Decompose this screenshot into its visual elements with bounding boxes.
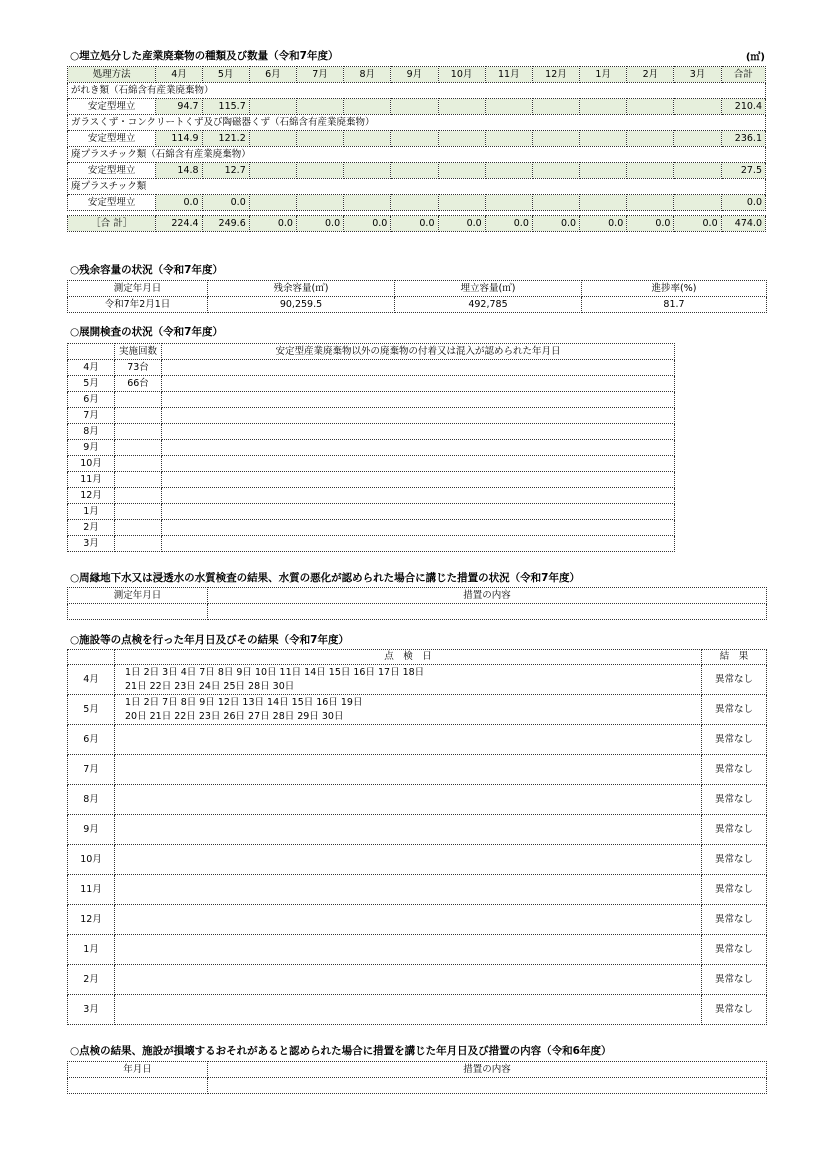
value-cell [344,99,391,115]
header-cell: 5月 [202,67,249,83]
method-cell: 安定型埋立 [68,163,156,179]
unit-label: (㎥) [745,52,765,63]
month-cell: 10月 [68,845,115,875]
header-cell: 残余容量(㎥) [208,281,395,297]
value-cell [438,195,485,211]
result-cell: 異常なし [702,875,767,905]
count-cell [115,456,162,472]
result-cell: 異常なし [702,695,767,725]
value-cell [485,131,532,147]
month-cell: 11月 [68,875,115,905]
header-cell [68,344,115,360]
value-cell [627,195,674,211]
empty-cell [68,1078,208,1094]
value-cell [391,131,438,147]
section5-title: ○施設等の点検を行った年月日及びその結果（令和7年度） [70,634,349,646]
value-cell [344,195,391,211]
date-cell [162,488,675,504]
data-cell: 令和7年2月1日 [68,297,208,313]
data-cell: 81.7 [582,297,767,313]
inspection-days-cell [115,845,702,875]
header-cell: 4月 [156,67,202,83]
header-cell: 点 検 日 [115,650,702,665]
header-cell: 1月 [580,67,627,83]
section3-title: ○展開検査の状況（令和7年度） [70,326,223,338]
header-cell: 9月 [391,67,438,83]
value-cell [532,163,579,179]
value-cell [344,131,391,147]
count-cell [115,408,162,424]
month-cell: 9月 [68,815,115,845]
month-cell: 10月 [68,456,115,472]
disposal-table [67,66,766,232]
value-cell [249,195,296,211]
header-cell: 測定年月日 [68,588,208,604]
result-cell: 異常なし [702,725,767,755]
header-cell: 合計 [721,67,765,83]
section2-title: ○残余容量の状況（令和7年度） [70,264,223,276]
result-cell: 異常なし [702,785,767,815]
inspection-days-cell [115,905,702,935]
facility-inspection-table [67,649,767,1025]
value-cell [438,99,485,115]
section4-title: ○周縁地下水又は浸透水の水質検査の結果、水質の悪化が認められた場合に講じた措置の状況（令和7年度） [70,572,580,584]
count-cell [115,440,162,456]
inspection-days-cell [115,725,702,755]
header-cell: 結 果 [702,650,767,665]
date-cell [162,472,675,488]
value-cell [249,163,296,179]
month-cell: 3月 [68,995,115,1025]
value-cell [296,131,343,147]
inspection-days-line: 1日 2日 7日 8日 9日 12日 13日 14日 15日 16日 19日 [125,697,363,708]
month-cell: 2月 [68,520,115,536]
count-cell [115,392,162,408]
value-cell [627,163,674,179]
date-cell [162,360,675,376]
date-cell [162,376,675,392]
method-cell: 安定型埋立 [68,131,156,147]
count-cell [115,488,162,504]
count-cell [115,424,162,440]
value-cell: 14.8 [156,163,202,179]
grand-total-value: 0.0 [296,216,343,232]
month-cell: 5月 [68,695,115,725]
grand-total-label: ［合 計］ [68,216,156,232]
value-cell [438,131,485,147]
count-cell [115,536,162,552]
count-cell [115,520,162,536]
value-cell [627,99,674,115]
section6-title: ○点検の結果、施設が損壊するおそれがあると認められた場合に措置を講じた年月日及び措置の内容（令和6年度） [70,1045,612,1057]
month-cell: 7月 [68,408,115,424]
result-cell: 異常なし [702,905,767,935]
groundwater-table [67,587,767,620]
grand-total-value: 0.0 [532,216,579,232]
month-cell: 1月 [68,935,115,965]
inspection-status-table [67,343,675,552]
result-cell: 異常なし [702,815,767,845]
header-cell: 11月 [485,67,532,83]
value-cell: 115.7 [202,99,249,115]
category-name: 廃プラスチック類（石綿含有産業廃棄物） [68,147,766,163]
value-cell: 0.0 [202,195,249,211]
value-cell [485,99,532,115]
value-cell [485,163,532,179]
inspection-days-cell [115,695,702,725]
date-cell [162,392,675,408]
header-cell: 処理方法 [68,67,156,83]
value-cell [580,99,627,115]
header-cell: 7月 [296,67,343,83]
month-cell: 12月 [68,488,115,504]
value-cell [296,195,343,211]
header-cell: 埋立容量(㎥) [395,281,582,297]
value-cell [249,99,296,115]
header-cell: 8月 [344,67,391,83]
month-cell: 5月 [68,376,115,392]
month-cell: 12月 [68,905,115,935]
category-name: ガラスくず・コンクリートくず及び陶磁器くず（石綿含有産業廃棄物） [68,115,766,131]
value-cell [674,163,721,179]
total-cell: 0.0 [721,195,765,211]
grand-total-value: 0.0 [485,216,532,232]
value-cell [674,131,721,147]
section1-title: ○埋立処分した産業廃棄物の種類及び数量（令和7年度） [70,50,339,62]
header-cell: 措置の内容 [208,1062,767,1078]
month-cell: 4月 [68,360,115,376]
count-cell [115,472,162,488]
header-cell: 2月 [627,67,674,83]
grand-total-value: 0.0 [674,216,721,232]
value-cell [391,163,438,179]
value-cell: 114.9 [156,131,202,147]
value-cell: 121.2 [202,131,249,147]
month-cell: 8月 [68,785,115,815]
header-cell: 6月 [249,67,296,83]
date-cell [162,424,675,440]
date-cell [162,440,675,456]
header-cell: 措置の内容 [208,588,767,604]
inspection-days-cell [115,935,702,965]
month-cell: 1月 [68,504,115,520]
result-cell: 異常なし [702,665,767,695]
inspection-days-cell [115,995,702,1025]
inspection-days-cell [115,875,702,905]
grand-total-value: 224.4 [156,216,202,232]
value-cell [532,99,579,115]
data-cell: 90,259.5 [208,297,395,313]
inspection-days-line: 20日 21日 22日 23日 26日 27日 28日 29日 30日 [125,711,344,722]
grand-total-value: 249.6 [202,216,249,232]
month-cell: 6月 [68,392,115,408]
grand-total-value: 0.0 [580,216,627,232]
header-cell: 10月 [438,67,485,83]
grand-total-value: 0.0 [391,216,438,232]
inspection-days-cell [115,755,702,785]
result-cell: 異常なし [702,845,767,875]
value-cell [438,163,485,179]
total-cell: 27.5 [721,163,765,179]
inspection-days-cell [115,665,702,695]
date-cell [162,408,675,424]
grand-total-value: 0.0 [438,216,485,232]
value-cell [580,195,627,211]
inspection-days-cell [115,965,702,995]
header-cell [68,650,115,665]
grand-total-value: 0.0 [344,216,391,232]
value-cell [532,131,579,147]
value-cell [296,163,343,179]
category-name: がれき類（石綿含有産業廃棄物） [68,83,766,99]
date-cell [162,456,675,472]
grand-total-value: 0.0 [627,216,674,232]
value-cell [391,195,438,211]
header-cell: 進捗率(%) [582,281,767,297]
header-cell: 測定年月日 [68,281,208,297]
header-cell: 実施回数 [115,344,162,360]
grand-total-value: 0.0 [249,216,296,232]
result-cell: 異常なし [702,935,767,965]
month-cell: 7月 [68,755,115,785]
data-cell: 492,785 [395,297,582,313]
value-cell [344,163,391,179]
inspection-days-cell [115,785,702,815]
value-cell: 94.7 [156,99,202,115]
total-cell: 236.1 [721,131,765,147]
remaining-capacity-table [67,280,767,313]
count-cell [115,504,162,520]
empty-cell [208,604,767,620]
value-cell [627,131,674,147]
result-cell: 異常なし [702,965,767,995]
count-cell: 73台 [115,360,162,376]
month-cell: 4月 [68,665,115,695]
header-cell: 安定型産業廃棄物以外の廃棄物の付着又は混入が認められた年月日 [162,344,675,360]
value-cell [674,195,721,211]
value-cell: 0.0 [156,195,202,211]
month-cell: 3月 [68,536,115,552]
count-cell: 66台 [115,376,162,392]
value-cell [249,131,296,147]
value-cell: 12.7 [202,163,249,179]
month-cell: 8月 [68,424,115,440]
result-cell: 異常なし [702,755,767,785]
date-cell [162,504,675,520]
inspection-days-cell [115,815,702,845]
value-cell [391,99,438,115]
month-cell: 6月 [68,725,115,755]
value-cell [674,99,721,115]
grand-total-sum: 474.0 [721,216,765,232]
value-cell [580,131,627,147]
month-cell: 11月 [68,472,115,488]
method-cell: 安定型埋立 [68,99,156,115]
value-cell [580,163,627,179]
damage-measures-table [67,1061,767,1094]
inspection-days-line: 1日 2日 3日 4日 7日 8日 9日 10日 11日 14日 15日 16日 17日 18日 [125,667,425,678]
month-cell: 9月 [68,440,115,456]
empty-cell [208,1078,767,1094]
empty-cell [68,604,208,620]
total-cell: 210.4 [721,99,765,115]
header-cell: 3月 [674,67,721,83]
header-cell: 年月日 [68,1062,208,1078]
value-cell [296,99,343,115]
method-cell: 安定型埋立 [68,195,156,211]
date-cell [162,520,675,536]
category-name: 廃プラスチック類 [68,179,766,195]
header-cell: 12月 [532,67,579,83]
value-cell [485,195,532,211]
inspection-days-line: 21日 22日 23日 24日 25日 28日 30日 [125,681,295,692]
value-cell [532,195,579,211]
month-cell: 2月 [68,965,115,995]
date-cell [162,536,675,552]
result-cell: 異常なし [702,995,767,1025]
